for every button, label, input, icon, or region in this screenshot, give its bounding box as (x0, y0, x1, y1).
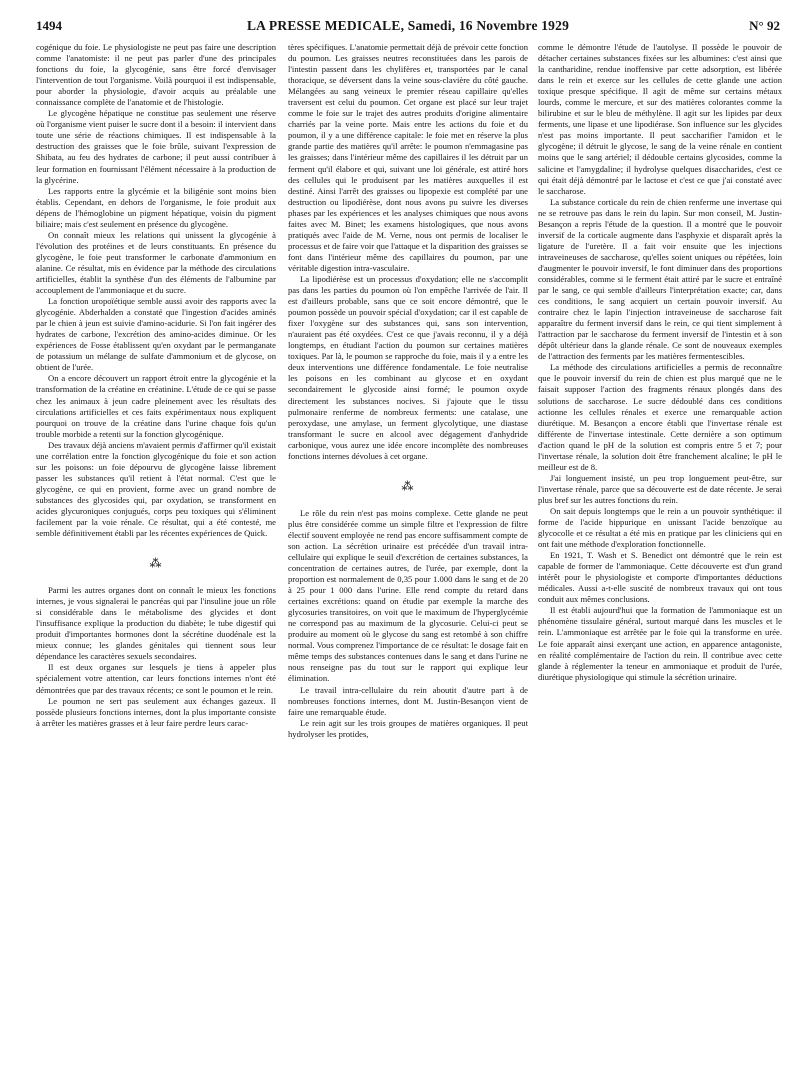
paragraph: comme le démontre l'étude de l'autolyse. Il possède le pouvoir de détacher certaines substances fixées sur les albumines: c'est ainsi que la cantharidine, rendue inoffensive par cette adsorption, est libérée dans le rein et exerce sur les cellules de cette glande une action toxique presque spécifique. Il agit de même sur certains métaux lourds, comme le mercure, et sur des matières colorantes comme la bilirubine et sur le bleu de méthylène. Il agit sur les lipides par deux ferments, une lipase et une lipodiérase. Son influence sur les glycides n'est pas moins importante. Il peut saccharifier l'amidon et le glycogène; il détruit le glycose, le sang de la veine rénale en contient moins que le sang artériel; il dédouble certains glycosides, comme la salicine et l'amygdaline; il hydrolyse quelques disaccharides, c'est ce qui était déjà démontré par le lactose et c'est ce que j'ai constaté avec le saccharose. (538, 42, 782, 196)
paragraph: Il est établi aujourd'hui que la formation de l'ammoniaque est un phénomène tissulaire général, surtout marqué dans les muscles et le rein. L'ammoniaque est arrêtée par le foie qui la transforme en urée. Le foie apparaît ainsi exerçant une action, en apparence antagoniste, en réalité complémentaire de l'action du rein. Il contribue avec cette glande à réglementer la teneur en ammoniaque et produit de l'urée, diurétique physiologique qui stimule la sécrétion urinaire. (538, 605, 782, 682)
journal-title-date: LA PRESSE MEDICALE, Samedi, 16 Novembre 1929 (246, 18, 570, 33)
paragraph: J'ai longuement insisté, un peu trop longuement peut-être, sur l'invertase rénale, parce que sa découverte est de date récente. Je serai plus bref sur les autres fonctions du rein. (538, 472, 782, 505)
text-column-right (538, 42, 782, 1074)
paragraph: Il est deux organes sur lesquels je tiens à appeler plus spécialement votre attention, car leurs fonctions internes n'ont été démontrées que par des travaux récents; ce sont le poumon et le rein. (36, 662, 276, 695)
paragraph: On sait depuis longtemps que le rein a un pouvoir synthétique: il forme de l'acide hippurique en unissant l'acide benzoïque au glycocolle et ce résultat a été mis en pratique par les cliniciens qui en ont fait une méthode d'exploration fonctionnelle. (538, 505, 782, 550)
paragraph: La lipodiérèse est un processus d'oxydation; elle ne s'accomplit pas dans les parties du poumon où l'on empêche l'arrivée de l'air. Il est d'ailleurs probable, sans que ce soit encore démontré, que le poumon possède un pouvoir spécial d'oxydation; car il est capable de fixer l'oxygène sur des substances qui, sans son intervention, n'auraient pas été oxydées. C'est ce que j'avais reconnu, il y a déjà longtemps, en étudiant l'action du poumon sur certaines matières toxiques. Par là, le poumon se rapproche du foie, mais il y a entre les deux interventions une différence fondamentale. Le foie neutralise les poisons en les combinant au glycose et en oxydant secondairement le glycoside ainsi formé; le poumon oxyde directement les substances nocives. Si j'ajoute que le tissu pulmonaire renferme de nombreux ferments: une catalase, une peroxydase, une amylase, un ferment glycolytique, une diastase transformant le sucre en alcool avec dégagement d'anhydride carbonique, vous aurez une idée encore incomplète des nombreuses fonctions internes dévolues à cet organe. (288, 273, 528, 461)
paragraph: La substance corticale du rein de chien renferme une invertase qui ne se retrouve pas dans le rein du lapin. Sur mon conseil, M. Justin-Besançon a repris l'étude de la question. Il a montré que le pouvoir inversif de la corticale augmente dans l'asphyxie et disparaît après la ligature de l'uretère. Il a fait voir ensuite que les injections intraveineuses de saccharose, qu'elles soient uniques ou répétées, loin d'augmenter le pouvoir inversif, le font diminuer dans des proportions considérables, comme si le ferment était attiré par le sucre et entraîné par le sang, ce qui semble d'ailleurs l'interprétation exacte; car, dans ces conditions, le sang acquiert un certain pouvoir inversif. Au contraire chez le lapin l'injection intraveineuse de saccharose fait apparaître du ferment inversif dans le rein, ce qui tient simplement à l'attraction par le saccharose du ferment inversif de l'intestin et à son dépôt ultérieur dans la glande rénale. Ce sont de nouveaux exemples de l'attraction des ferments par les matières fermentescibles. (538, 196, 782, 362)
paragraph: Des travaux déjà anciens m'avaient permis d'affirmer qu'il existait une corrélation entre la fonction glycogénique du foie et son action sur les poisons: un foie dépourvu de glycogène laisse librement passer les substances qu'il retient à l'état normal. C'est que le glycogène, ce qui en provient, forme avec un grand nombre de substances des glycosides qui, par oxydation, se transforment en acides glycuroniques conjugués, corps peu toxiques qui s'éliminent facilement par la voie rénale. Ce résultat, qui a été contesté, me semble définitivement établi par les récentes expériences de Quick. (36, 439, 276, 539)
section-separator-asterism: ⁂ (401, 478, 415, 493)
paragraph: Le travail intra-cellulaire du rein aboutit d'autre part à de nombreuses fonctions internes, dont M. Justin-Besançon vient de faire une remarquable étude. (288, 684, 528, 717)
paragraph: Le rôle du rein n'est pas moins complexe. Cette glande ne peut plus être considérée comme un simple filtre et l'expression de filtre électif souvent employée ne rend pas encore suffisamment compte de son action. La sécrétion urinaire est précédée d'un travail intra-cellulaire qui explique le seuil d'excrétion de certaines substances, la concentration de certaines autres, de l'urée, par exemple, dont la proportion est normalement de 0,35 pour 1.000 dans le sang et de 20 à 25 pour 1 000 dans l'urine. Elle rend compte du retard dans certaines excrétions: quand on étudie par exemple la marche des glycosuries transitoires, on voit que le maximum de l'hyperglycémie ne correspond pas au maximum de la glycosurie. Celui-ci peut se produire au moment où le glycose du sang est retombé à son chiffre normal. Vous comprenez l'importance de ce résultat: le dosage fait en même temps des substances contenues dans le sang et dans l'urine ne nous renseigne pas du tout sur le rapport qui explique leur élimination. (288, 507, 528, 684)
paragraph: La méthode des circulations artificielles a permis de reconnaître que le pouvoir inversif du rein de chien est plus marqué que ne le faisait supposer l'action des fragments rénaux plongés dans des solutions de saccharose. Le sucre dédoublé dans ces conditions actionne les cellules rénales et exerce une remarquable action diurétique. M. Besançon a encore établi que l'invertase rénale est différente de l'invertase intestinale. Cette dernière a son optimum d'action quand le pH de la solution est compris entre 5 et 7; pour l'invertase rénale, la solution doit être franchement alcaline; le pH le meilleur est de 8. (538, 362, 782, 472)
text-column-middle (288, 42, 528, 1074)
paragraph: La fonction uropoïétique semble aussi avoir des rapports avec la glycogénie. Abderhalden a constaté que l'ingestion d'acides aminés par le chien à jeun est suivie d'amino-acidurie. Si l'on fait ingérer des hydrates de carbone, l'excrétion des amino-acides diminue. Or les expériences de Fosse établissent qu'en oxydant par le permanganate de potassium un mélange de sulfate d'ammonium et de glycose, on obtient de l'urée. (36, 296, 276, 373)
section-separator-asterism: ⁂ (149, 556, 163, 571)
issue-number: N° 92 (749, 18, 780, 33)
page-number: 1494 (36, 18, 62, 33)
paragraph: cogénique du foie. Le physiologiste ne peut pas faire une description comme l'anatomiste: il ne peut pas parler d'une des principales fonctions du foie, la glycogénie, sans être forcé d'envisager l'intervention de tout l'organisme. Voilà pourquoi il est indispensable, pour aborder la physiologie, d'avoir acquis au préalable une connaissance complète de l'anatomie et de l'histologie. (36, 42, 276, 108)
paragraph: tères spécifiques. L'anatomie permettait déjà de prévoir cette fonction du poumon. Les graisses neutres reconstituées dans les parois de l'intestin passent dans les chylifères et, transportées par le canal thoracique, se déversent dans la veine sous-clavière du côté gauche. Mélangées au sang veineux le premier réseau capillaire qu'elles traversent est celui du poumon. Cet organe est placé sur leur trajet comme le foie sur le trajet des autres produits d'origine alimentaire charriés par la veine porte. Mais entre les actions du foie et du poumon, il y a une différence capitale: le foie met en réserve la plus grande partie des matières qu'il arrête: le poumon n'emmagasine pas les graisses; dans l'intérieur même des capillaires il les détruit par un ferment qu'il élabore et qui, suivant une loi générale, est attiré hors des cellules qui le produisent par les matières auxquelles il est destiné. Ainsi l'arrêt des graisses ou lipopexie est complété par une destruction ou lipodiérèse, dont nous avons pu suivre les diverses phases par les expériences et les analyses chimiques que nous avons faites avec M. Binet; les examens histologiques, que nous avons pratiqués avec l'aide de M. Verne, nous ont permis de localiser le processus et de faire voir que l'attaque et la disparition des graisses se font dans l'intérieur même des capillaires du poumon, par une véritable digestion intra-vasculaire. (288, 42, 528, 273)
paragraph: On a encore découvert un rapport étroit entre la glycogénie et la transformation de la créatine en créatinine. L'étude de ce qui se passe chez les animaux à jeun cadre pleinement avec les résultats des circulations artificielles et ces faits expérimentaux nous expliquent pourquoi on trouve de la créatine dans l'urine chaque fois qu'un trouble morbide a retenti sur la fonction glycogénique. (36, 373, 276, 439)
text-column-left (36, 42, 276, 1074)
page-header (36, 18, 780, 38)
paragraph: Parmi les autres organes dont on connaît le mieux les fonctions internes, je vous signalerai le pancréas qui par l'insuline joue un rôle si considérable dans le métabolisme des glycides et dont l'insuffisance explique la production du diabète; le tube digestif qui produit d'importantes hormones dont la sécrétine duodénale est la mieux connue; les glandes génitales qui tiennent sous leur dépendance les caractères sexuels secondaires. (36, 585, 276, 662)
paragraph: On connaît mieux les relations qui unissent la glycogénie à l'évolution des protéines et de leurs constituants. En présence du glycogène, le foie peut transformer le carbonate d'ammonium en alanine. Ce résultat, mis en évidence par la méthode des circulations artificielles, établit la synthèse d'un des éléments de l'albumine par accouplement de l'ammoniaque et du sucre. (36, 229, 276, 296)
paragraph: Le poumon ne sert pas seulement aux échanges gazeux. Il possède plusieurs fonctions internes, dont la plus importante consiste à arrêter les matières grasses et à leur faire perdre leurs carac- (36, 695, 276, 728)
paragraph: Le rein agit sur les trois groupes de matières organiques. Il peut hydrolyser les protides, (288, 717, 528, 739)
paragraph: En 1921, T. Wash et S. Benedict ont démontré que le rein est capable de former de l'ammoniaque. Cette découverte est d'un grand intérêt pour le physiologiste et comporte d'importantes déductions médicales. Aussi a-t-elle suscité de nombreux travaux qui ont tous conduit aux mêmes conclusions. (538, 550, 782, 605)
paragraph: Les rapports entre la glycémie et la biligénie sont moins bien établis. Cependant, en dehors de l'organisme, le foie produit aux dépens de l'hémoglobine un pigment hépatique, voisin du pigment biliaire; mais c'est seulement en présence du glycogène. (36, 185, 276, 229)
paragraph: Le glycogène hépatique ne constitue pas seulement une réserve où l'organisme vient puiser le sucre dont il a besoin: il intervient dans toute une série de réactions chimiques. Il est indispensable à la destruction des graisses que le foie brûle, suivant l'expression de Shibata, au feu des hydrates de carbone; il peut aussi contribuer à leur formation en fournissant l'élément nécessaire à la production de la glycérine. (36, 108, 276, 185)
